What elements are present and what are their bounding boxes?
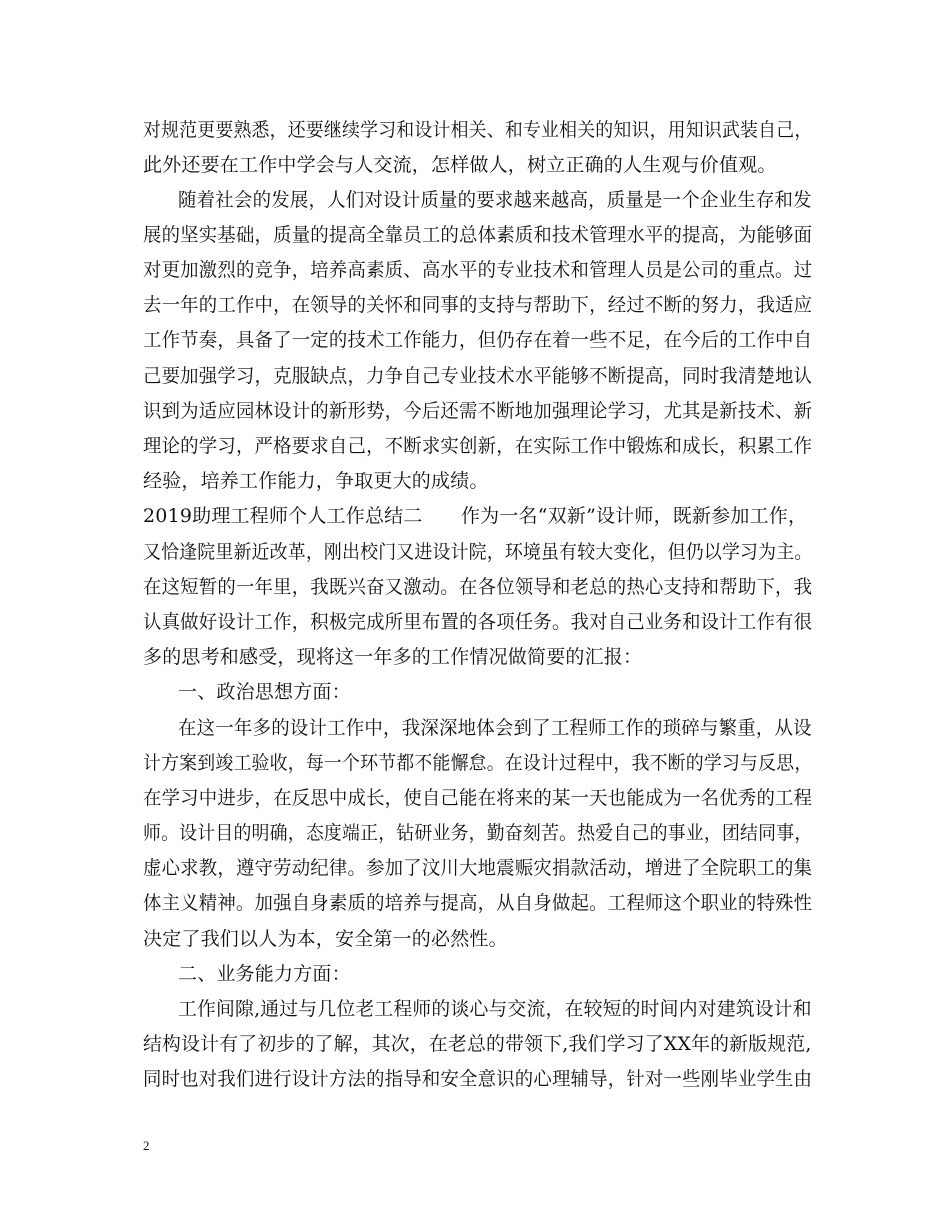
text-line: 对规范更要熟悉，还要继续学习和设计相关、和专业相关的知识，用知识武装自己，: [143, 119, 813, 141]
text-line: 工作节奏，具备了一定的技术工作能力，但仍存在着一些不足，在今后的工作中自: [143, 329, 813, 351]
text-line: 认真做好设计工作，积极完成所里布置的各项任务。我对自己业务和设计工作有很: [143, 611, 813, 633]
text-line: 展的坚实基础，质量的提高全靠员工的总体素质和技术管理水平的提高，为能够面: [143, 224, 813, 246]
text-line: 2019助理工程师个人工作总结二 作为一名“双新”设计师，既新参加工作，: [143, 505, 808, 527]
text-line: 计方案到竣工验收，每一个环节都不能懈怠。在设计过程中，我不断的学习与反思，: [143, 752, 813, 774]
text-line: 多的思考和感受，现将这一年多的工作情况做简要的汇报：: [143, 646, 643, 668]
text-line: 师。设计目的明确，态度端正，钻研业务，勤奋刻苦。热爱自己的事业，团结同事，: [143, 822, 813, 844]
text-line: 在这一年多的设计工作中，我深深地体会到了工程师工作的琐碎与繁重，从设: [178, 717, 812, 739]
text-line: 识到为适应园林设计的新形势，今后还需不断地加强理论学习，尤其是新技术、新: [143, 400, 813, 422]
text-line: 二、业务能力方面：: [178, 963, 351, 985]
page-number: 2: [143, 1138, 150, 1153]
text-line: 经验，培养工作能力，争取更大的成绩。: [143, 470, 489, 492]
text-line: 在这短暂的一年里，我既兴奋又激动。在各位领导和老总的热心支持和帮助下，我: [143, 576, 813, 598]
text-line: 一、政治思想方面：: [178, 681, 351, 703]
text-line: 决定了我们以人为本，安全第一的必然性。: [143, 928, 508, 950]
text-line: 同时也对我们进行设计方法的指导和安全意识的心理辅导，针对一些刚毕业学生由: [143, 1068, 813, 1090]
text-line: 体主义精神。加强自身素质的培养与提高，从自身做起。工程师这个职业的特殊性: [143, 892, 813, 914]
text-line: 随着社会的发展，人们对设计质量的要求越来越高，质量是一个企业生存和发: [178, 189, 812, 211]
text-line: 此外还要在工作中学会与人交流，怎样做人，树立正确的人生观与价值观。: [143, 154, 777, 176]
text-line: 己要加强学习，克服缺点，力争自己专业技术水平能够不断提高，同时我清楚地认: [143, 365, 813, 387]
text-line: 在学习中进步，在反思中成长，使自己能在将来的某一天也能成为一名优秀的工程: [143, 787, 813, 809]
text-line: 工作间隙,通过与几位老工程师的谈心与交流，在较短的时间内对建筑设计和: [178, 998, 812, 1020]
text-line: 虚心求教，遵守劳动纪律。参加了汶川大地震赈灾捐款活动，增进了全院职工的集: [143, 857, 813, 879]
text-line: 结构设计有了初步的了解，其次，在老总的带领下,我们学习了XX年的新版规范,: [143, 1033, 812, 1055]
text-line: 理论的学习，严格要求自己，不断求实创新，在实际工作中锻炼和成长，积累工作: [143, 435, 813, 457]
text-line: 对更加激烈的竞争，培养高素质、高水平的专业技术和管理人员是公司的重点。过: [143, 259, 813, 281]
text-line: 去一年的工作中，在领导的关怀和同事的支持与帮助下，经过不断的努力，我适应: [143, 294, 813, 316]
text-line: 又恰逢院里新近改革，刚出校门又进设计院，环境虽有较大变化，但仍以学习为主。: [143, 541, 813, 563]
